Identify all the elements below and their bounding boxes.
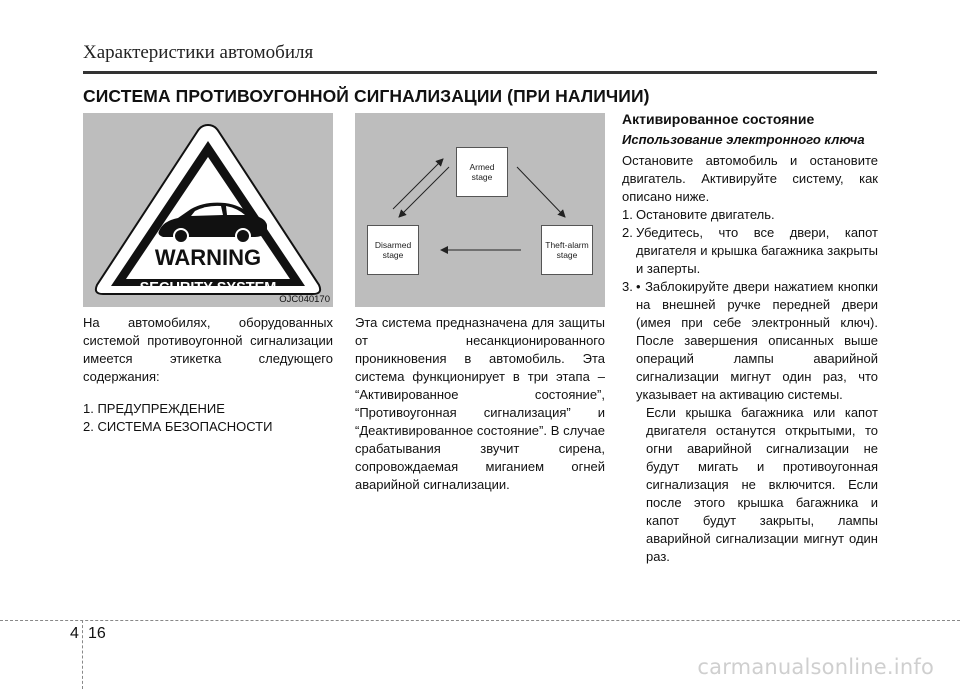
warning-triangle-icon [83, 113, 333, 307]
step-2 [622, 224, 878, 278]
arrow-armed-to-theft [517, 167, 565, 217]
sign-security-text: SECURITY SYSTEM [139, 280, 277, 296]
left-column-text [83, 314, 333, 436]
arrow-armed-to-disarmed [399, 167, 449, 217]
footer-divider [82, 620, 83, 689]
figure-caption: OJC040170 [279, 294, 330, 305]
armed-stage-label-2: stage [471, 172, 493, 182]
theft-alarm-stage-box [541, 225, 593, 275]
step-3-text: • Заблокируйте двери нажатием кнопки на внешней ручке передней двери (имея при себе электронный ключ). После завершения описанных выше операций лампы аварийной сигнализации мигнут один раз, что указывает на активацию системы. [636, 279, 878, 402]
chapter-number: 4 [70, 625, 79, 642]
watermark-text: carmanualsonline.info [697, 655, 934, 679]
step-2-text: Убедитесь, что все двери, капот двигателя и крышка багажника закрыты и заперты. [636, 225, 878, 276]
theft-stage-label-2: stage [556, 250, 578, 260]
smart-key-subheading: Использование электронного ключа [622, 132, 865, 147]
step-1-text: Остановите двигатель. [636, 207, 775, 222]
label-item-2: 2. СИСТЕМА БЕЗОПАСНОСТИ [83, 419, 273, 434]
disarmed-stage-label-2: stage [382, 250, 404, 260]
header-rule [83, 71, 877, 74]
step-3-number: 3. [622, 279, 633, 294]
stage-diagram [355, 113, 605, 307]
arrow-disarmed-to-armed [393, 159, 443, 209]
disarmed-stage-box [367, 225, 419, 275]
step-1 [622, 206, 878, 224]
step-3 [622, 278, 878, 404]
armed-stage-label-1: Armed [469, 162, 495, 172]
label-item-1: 1. ПРЕДУПРЕЖДЕНИЕ [83, 401, 225, 416]
sign-warning-text: WARNING [154, 245, 262, 270]
page-number: 16 [88, 625, 106, 642]
step-1-number: 1. [622, 207, 633, 222]
system-description-paragraph: Эта система предназначена для защиты от несанкционированного проникновения в автомобиль. Эта система функционирует в три этапа – “Активированное состояние”, “Противоугонная сигнализация” и “Деактивированное состояние”. В случае срабатывания звучит сирена, сопровождаемая миганием огней аварийной сигнализации. [355, 315, 605, 492]
label-intro-paragraph: На автомобилях, оборудованных системой противоугонной сигнализации имеется этикетка следующего содержания: [83, 315, 333, 384]
armed-state-heading: Активированное состояние [622, 111, 815, 127]
armed-stage-box [456, 147, 508, 197]
section-title: СИСТЕМА ПРОТИВОУГОННОЙ СИГНАЛИЗАЦИИ (ПРИ НАЛИЧИИ) [83, 86, 650, 106]
header-title: Характеристики автомобиля [83, 42, 314, 63]
stage-arrows [355, 113, 605, 307]
middle-column-text [355, 314, 605, 494]
theft-stage-label-1: Theft-alarm [545, 240, 589, 250]
right-column-text [622, 110, 878, 566]
step-3-note: Если крышка багажника или капот двигателя останутся открытыми, то огни аварийной сигнализации не будут мигать и противоугонная сигнализация не включится. Если после этого крышка багажника и капот будут закрыты, лампы аварийной сигнализации мигнут один раз. [646, 405, 878, 564]
warning-label-figure [83, 113, 333, 307]
armed-intro-paragraph: Остановите автомобиль и остановите двигатель. Активируйте систему, как описано ниже. [622, 153, 878, 204]
disarmed-stage-label-1: Disarmed [374, 240, 412, 250]
footer-rule [0, 620, 960, 621]
step-2-number: 2. [622, 225, 633, 240]
